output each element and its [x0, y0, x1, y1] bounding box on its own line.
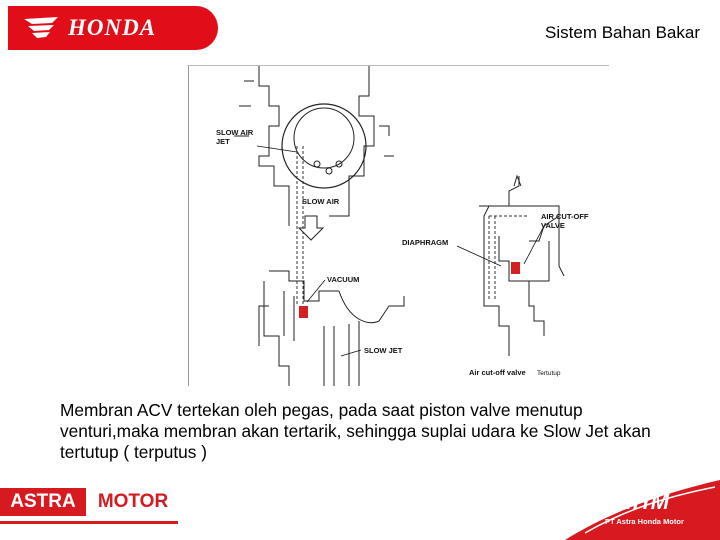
honda-wordmark: HONDA: [68, 15, 157, 40]
figure-caption-bold: Air cut-off valve: [469, 368, 526, 377]
honda-logo: [8, 6, 218, 50]
figure-caption-state: Tertutup: [537, 370, 561, 377]
slide-title: Sistem Bahan Bakar: [545, 23, 700, 42]
honda-wing-icon: [22, 15, 62, 41]
slide-caption: [60, 400, 680, 463]
header-bar: [0, 0, 720, 54]
fuel-system-diagram: [188, 65, 609, 386]
motor-label: MOTOR: [97, 491, 169, 512]
label-vacuum: VACUUM: [327, 275, 360, 284]
astra-label: ASTRA: [0, 488, 86, 516]
ahm-subtitle: PT Astra Honda Motor: [605, 517, 684, 526]
label-slow-air-jet: SLOW AIR JET: [216, 128, 254, 146]
ahm-wordmark: AHM: [615, 489, 672, 514]
label-slow-jet: SLOW JET: [364, 346, 403, 355]
caption-text: Membran ACV tertekan oleh pegas, pada saat piston valve menutup venturi,maka membran akan tertarik, sehingga suplai udara ke Slow Jet akan tertutup ( terputus ): [60, 400, 651, 462]
ahm-logo: [565, 475, 720, 540]
label-slow-air: SLOW AIR: [302, 197, 340, 206]
label-air-cutoff-valve: AIR CUT-OFF VALVE: [541, 212, 589, 230]
acv-highlight-right: [511, 262, 520, 274]
astra-underline: [0, 521, 178, 524]
throttle-bore: [282, 104, 366, 188]
acv-highlight-left: [299, 306, 308, 318]
label-diaphragm: DIAPHRAGM: [402, 238, 449, 247]
